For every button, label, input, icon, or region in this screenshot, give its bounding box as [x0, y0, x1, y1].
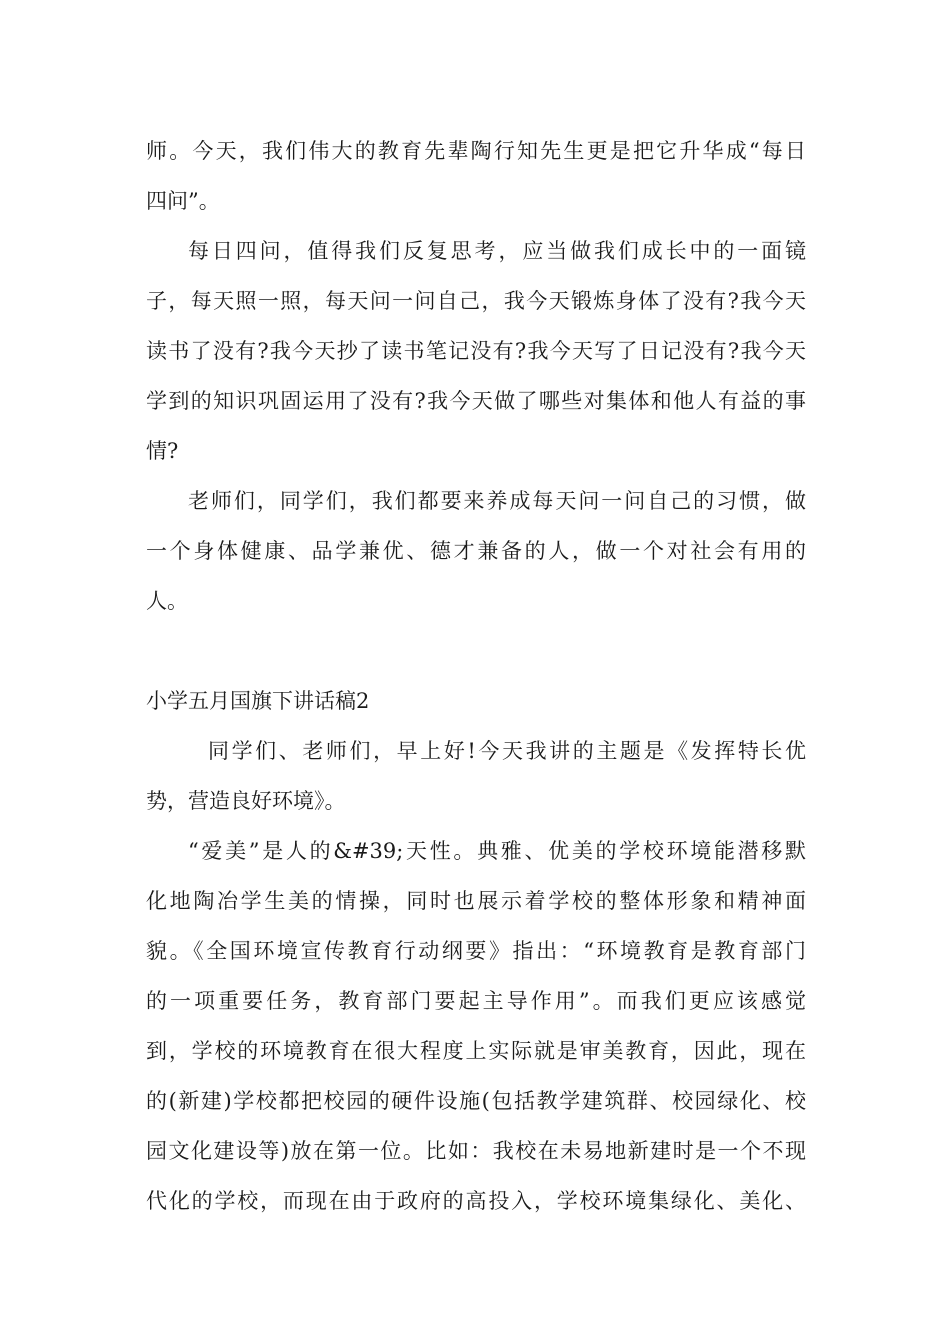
text-line: 势，营造良好环境》。	[146, 789, 346, 813]
text-line: 貌。《全国环境宣传教育行动纲要》指出：“环境教育是教育部门	[146, 939, 806, 963]
text-line: 情?	[146, 439, 179, 463]
text-line: 同学们、老师们，早上好!今天我讲的主题是《发挥特长优	[208, 739, 806, 763]
text-line: 化地陶冶学生美的情操，同时也展示着学校的整体形象和精神面	[146, 889, 806, 913]
section-heading: 小学五月国旗下讲话稿2	[146, 689, 370, 713]
text-line: 园文化建设等)放在第一位。比如：我校在未易地新建时是一个不现	[146, 1139, 806, 1163]
text-line: 师。今天，我们伟大的教育先辈陶行知先生更是把它升华成“每日	[146, 139, 806, 163]
text-line: 子，每天照一照，每天问一问自己，我今天锻炼身体了没有?我今天	[146, 289, 806, 313]
text-line: 一个身体健康、品学兼优、德才兼备的人，做一个对社会有用的	[146, 539, 806, 563]
text-line: 老师们，同学们，我们都要来养成每天问一问自己的习惯，做	[188, 489, 806, 513]
text-line: “爱美”是人的&#39;天性。典雅、优美的学校环境能潜移默	[188, 839, 806, 863]
text-line: 的(新建)学校都把校园的硬件设施(包括教学建筑群、校园绿化、校	[146, 1089, 806, 1113]
text-line: 读书了没有?我今天抄了读书笔记没有?我今天写了日记没有?我今天	[146, 339, 806, 363]
text-line: 四问”。	[146, 189, 220, 213]
text-line: 的一项重要任务，教育部门要起主导作用”。而我们更应该感觉	[146, 989, 806, 1013]
text-line: 学到的知识巩固运用了没有?我今天做了哪些对集体和他人有益的事	[146, 389, 806, 413]
text-line: 每日四问，值得我们反复思考，应当做我们成长中的一面镜	[188, 239, 806, 263]
text-line: 代化的学校，而现在由于政府的高投入，学校环境集绿化、美化、	[146, 1189, 806, 1213]
text-line: 到，学校的环境教育在很大程度上实际就是审美教育，因此，现在	[146, 1039, 806, 1063]
text-line: 人。	[146, 589, 188, 613]
